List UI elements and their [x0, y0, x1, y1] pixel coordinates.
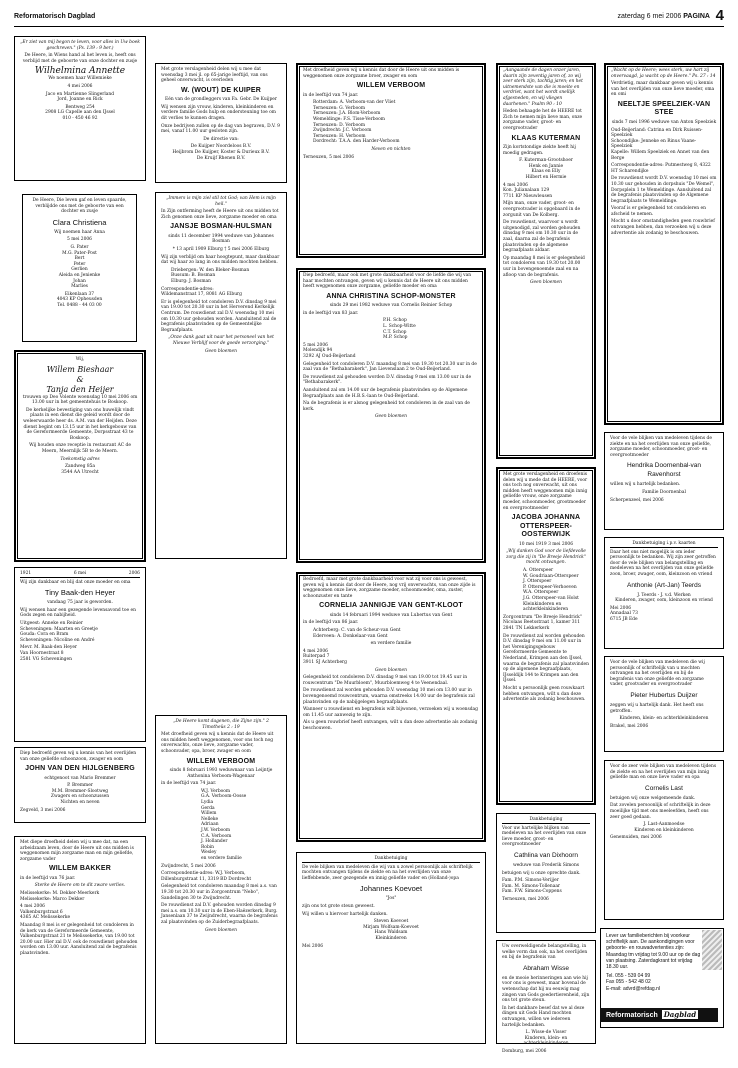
- notice-slingerland-birth: [14, 36, 146, 181]
- notice-name: CORNELIA JANNIGJE VAN GENT-KLOOT: [319, 602, 463, 610]
- notice-sub: Eén van de grondleggers van Fa. Gebr. De Kuijper: [165, 97, 277, 103]
- notice-sub: in de leeftijd van 83 jaar.: [303, 310, 359, 316]
- notice-family: Uitgeest: Anneke en Reinier Scheveningen: Maarten en Greetje Gouda: Cora en Bram Scheveningen: Nicoline en André: [20, 620, 98, 643]
- notice-ravenhorst-thanks: [604, 432, 724, 530]
- notice-text: Onze bedrijven zullen op de dag van begraven, D.V. 9 mei, vanaf 11.00 uur gesloten zijn.: [161, 123, 280, 135]
- notice-footer: Scherpenzeel, mei 2006: [610, 497, 664, 503]
- notice-verboom-family: [155, 715, 287, 1044]
- notice-name: WILLEM VERBOOM: [356, 82, 426, 90]
- notice-family: Kinderen, klein- en achterkleinkinderen: [619, 716, 709, 722]
- notice-kuterman: [496, 63, 596, 459]
- notice-text: Wij willen u hiervoor hartelijk danken.: [302, 911, 388, 917]
- notice-address: Bentweg 254 2908 LG Capelle aan den IJssel 010 - 450 46 92: [45, 104, 115, 121]
- notice-text: trouwen op Deo Volente woensdag 10 mei 2006 om 13.00 uur in het gemeentehuis te Boskoop.: [22, 394, 138, 406]
- notice-bakker: [14, 836, 146, 1044]
- notice-kloot: [296, 572, 486, 842]
- notice-text: Wij wensen haar een gezegende levensavond toe en Gods zegen en nabijheid.: [20, 607, 136, 619]
- notice-text: Vooraf is er gelegenheid tot condoleren en afscheid te nemen.: [611, 206, 706, 217]
- logo-word-1: Reformatorisch: [606, 1012, 658, 1019]
- notice-name: Pieter Hubertus Duijzer: [630, 691, 698, 699]
- notice-sub: "Jos": [385, 896, 397, 902]
- page-header: [14, 7, 724, 27]
- notice-name: ANNA CHRISTINA SCHOP-MONSTER: [326, 292, 456, 300]
- notice-family: L. Wisse-de Visser Kinderen, klein- en achterkleinkinderen: [523, 1030, 569, 1047]
- notice-intro: Met diepe droefheid delen wij u mee dat, na een arbeidzaam leven, door de Heere uit ons midden is weggenomen mijn zorgzame man en mijn geliefde, zorgzame vader: [20, 840, 134, 862]
- notice-family: W.J. Verboom G.A. Verboom-Oosse Lydia Gerda Willem Nelleke Adriaan J.W. Verboom C.A. Verboom J. Hollander Robin Wesley en verdere familie: [201, 788, 247, 861]
- notice-text: Mijn man, onze vader, groot- en overgrootvader is opgebaard in de zorgunit van De Kolberg.: [503, 201, 581, 218]
- notice-address: Eikenlaan 37 4043 KP Opheusden Tel. 0488 - 44 03 00: [56, 291, 103, 308]
- notice-text: zeggen wij u hartelijk dank. Het heeft ons getroffen.: [610, 702, 704, 714]
- notice-text: In het dankbare besef dat we al deze dingen uit Gods Hand mochten ontvangen, willen we iedereen hartelijk bedanken.: [502, 1005, 585, 1028]
- notice-date: 6 mei: [73, 571, 87, 576]
- notice-name: Hendrika Doornenbal-van Ravenhorst: [626, 462, 702, 479]
- notice-family: Fam. P.M. Simons-Verijjer Fam. M. Simons-Tollenaar Fam. F.W. Simons-Coppens: [502, 878, 562, 895]
- notice-name: NEELTJE SPEELZIEK-VAN STEE: [617, 100, 711, 117]
- notice-title: Dankbetuiging: [302, 856, 480, 863]
- notice-family: Oud-Beijerland: Catrina en Dirk Ruissen-Speelziek Schoondijke: Jenneke en Rinus Vaane-Speelziek Kapelle: Willem Speelziek en Annet van den Berge: [611, 127, 710, 161]
- notice-text: Wij houden onze receptie in restaurant AC de Meern, Meernlijk 5B te de Meern.: [29, 443, 131, 454]
- notice-duijzer-thanks: [604, 656, 724, 752]
- notice-dates: * 13 april 1909 Elburg † 5 mei 2006 Elburg: [172, 247, 270, 253]
- notice-sub: sinds 7 mei 1996 weduwe van Anton Speelziek: [611, 119, 717, 125]
- notice-intro: Met grote verslagenheid en droefenis delen wij u mede dat de HEERE, voor ons toch nog onverwacht, uit ons midden heeft weggenomen mijn innig geliefde vrouw, onze zorgzame moeder, schoonmoeder, grootmoeder en overgrootmoeder: [503, 472, 588, 511]
- notice-name: Cathlina van Dixhoorn: [514, 851, 578, 859]
- notice-place: 5 mei 2006 Molendijk 94 3292 AJ Oud-Beijerland: [303, 342, 356, 360]
- notice-name: Wilhelmina Annette: [34, 66, 126, 77]
- notice-title: Dankbetuiging: [502, 817, 590, 824]
- notice-verse: „De Heere komt dagenen, die Zijne zijn." 2 Timotheüs 2 : 19: [173, 719, 269, 730]
- notice-correspondence: Correspondentie-adres: Putmestweg 8, 4322 HT Scharendijke: [611, 163, 711, 174]
- notice-family: Melissekerke: M. Dekker-Meerkerk Melissekerke: Marco Dekker: [20, 891, 100, 902]
- notice-text: De rouwdienst, waarvoor u wordt uitgenodigd, zal worden gehouden dinsdag 9 mei om 10.30 uur in de zaal, daarna zal de begrafenis plaatsvinden op de algemene begraafplaats aldaar.: [503, 220, 581, 254]
- notice-text: Aansluitend zal om 14.00 uur de begrafenis plaatsvinden op de Algemene Begraafplaats aan de H.B.S.-laan te Oud-Beijerland.: [303, 388, 468, 399]
- notice-footer: Geen bloemen: [375, 667, 407, 673]
- notice-footer: Geen bloemen: [375, 414, 407, 420]
- bride-name: Tanja den Heijer: [46, 384, 114, 394]
- notice-text: Als u geen rouwbrief heeft ontvangen, wilt u dan deze advertentie als zodanig beschouwen.: [303, 720, 478, 731]
- notice-text: betuigen wij u onze oprechte dank.: [502, 870, 581, 876]
- notice-sub: in de leeftijd van 74 jaar.: [303, 92, 359, 98]
- notice-text: betuigen wij onze welgemeende dank.: [610, 795, 696, 801]
- notice-footer: Mocht u persoonlijk geen rouwkaart hebben ontvangen, wilt u dan deze advertentie als zodanig beschouwen.: [503, 685, 586, 703]
- notice-intro: Voor de zeer vele blijken van medeleven tijdens de ziekte en na het overlijden van mijn innig geliefde man en onze lieve vader en opa: [610, 764, 717, 781]
- notice-family: Familie Doornenbal: [642, 489, 686, 495]
- notice-place: 4 mei 2006 Valkenburgstraat 6 4365 AC Melissekerke: [20, 904, 71, 921]
- notice-intro: Voor de vele blijken van medeleven die wij persoonlijk of schriftelijk van u mochten ontvangen na het overlijden en bij de begrafenis van onze geliefde en zorgzame vader, grootvader en overgrootvader: [610, 660, 705, 688]
- notice-intro: Voor uw hartelijke blijken van medeleven na het overlijden van onze lieve moeder, groot- en overgrootmoeder: [502, 825, 587, 848]
- notice-verboom: [296, 63, 486, 258]
- notice-dixhoorn-thanks: [496, 813, 596, 933]
- page-number: 4: [715, 7, 724, 24]
- paper-logo: [600, 1008, 718, 1022]
- notice-name: Abraham Wisse: [523, 964, 569, 972]
- header-page-word: PAGINA: [683, 13, 710, 20]
- header-date: zaterdag 6 mei 2006: [617, 13, 682, 20]
- header-date-block: [618, 13, 711, 20]
- notice-verse: Sterke de Heere om te dit zware verlies.: [34, 883, 126, 889]
- notice-text: en de mooie herinneringen aan wie hij voor ons is geweest, maar bovenal de wetenschap dat hij nu eeuwig mag zingen van Gods goedertierenheid, zijn ons tot grote steun.: [502, 975, 590, 1004]
- notice-intro: Voor de vele blijken van medeleven tijdens de ziekte en na het overlijden van onze geliefde, zorgzame moeder, schoonmoeder, groot- en overgrootmoeder: [610, 436, 712, 458]
- notice-name: KLAAS KUTERMAN: [511, 134, 581, 142]
- notice-text: Gelegenheid tot condoleren maandag 8 mei a.s. van 19.30 tot 20.30 uur in Zorgcentrum "Nebo", Sandelingen 30 te Zwijndrecht.: [161, 884, 277, 901]
- ampersand: &: [76, 374, 84, 384]
- notice-place: Mei 2006 Annadaal 73 6715 JB Ede: [610, 605, 638, 622]
- notice-oosterwijk: [496, 467, 596, 805]
- notice-footer: Brakel, mei 2006: [610, 723, 649, 729]
- notice-family: Rotterdam: A. Verboom-van der Vliet Terneuzen: G. Verboom Terneuzen: J.A. Blom-Verboom Wemeldinge: F.S. Tisse-Verboom Terneuzen: D. Verboom Zwijndrecht: J.C. Verboom Terneuzen: H. Verboom Dordrecht: T.A.A. den Harder-Verboom: [313, 100, 400, 145]
- notice-family: J. Teerds - J. v.d. Werken Kinderen, zwager, oom, kleinzoon en vriend: [615, 592, 713, 604]
- notice-sub: in de leeftijd van 76 jaar.: [20, 875, 76, 881]
- notice-text: De rouwdienst zal gehouden worden D.V. dinsdag 9 mei om 13.00 uur in de "Bethabarakerk".: [303, 374, 472, 386]
- notice-intro: Daar het ons niet mogelijk is om ieder persoonlijk te bedanken. Wij zijn zeer getroffen door de vele blijken van belangstelling en medeleven na het overlijden van onze geliefde zoon, broer, zwager, oom, kleinzoon en vriend: [610, 549, 716, 577]
- notice-verse: „Aangaande de dagen onzer jaren, daarin zijn zeventig jaren of, zo wij zeer sterk zijn, tachtig jaren; en het uitnemendste van die is moeite en verdriet, want het wordt snellijk afgesneden, en wij vliegen daarhenen." Psalm 90 : 10: [503, 68, 583, 107]
- notice-place: Zorgcentrum "De Breeje Hendrick" Nicolaas Beetsstraat 1, kamer 311 2841 TN Lekkerkerk: [503, 614, 582, 631]
- notice-kuiper: [155, 63, 287, 183]
- notice-family: A. Otterspeer W. Goudriaan-Otterspeer J. Otterspeer P. Otterspeer-Verhoeven W.A. Otterspeer J.G. Otterspeer-van Holst Kleinkinderen en achterkleinkinderen: [523, 568, 579, 613]
- notice-sub: sinds 29 mei 1982 weduwe van Cornelis Reinier Schop: [329, 303, 453, 309]
- notice-text: zijn ons tot grote steun geweest.: [302, 903, 375, 909]
- notice-sub: Wij noemen haar Anna: [54, 229, 105, 235]
- notice-name: Tiny Baak-den Heyer: [44, 588, 116, 598]
- notice-text: Wij zijn verblijd om haar hoogtepunt, maar dankbaar dat wij haar zo lang in ons midden mochten hebben.: [161, 254, 280, 266]
- notice-footer: Zegveld, 3 mei 2006: [20, 807, 66, 813]
- notice-name: JOHN VAN DEN HIJLGENBERG: [25, 765, 135, 773]
- notice-text: willen wij u hartelijk bedanken.: [610, 482, 681, 488]
- notice-footer: Mei 2006: [302, 943, 324, 949]
- notice-last-thanks: [604, 760, 724, 920]
- ad-photo: [702, 930, 722, 970]
- notice-sub: echtgenoot van Mario Bremmer: [44, 775, 116, 781]
- notice-sub: sinds 11 december 1994 weduwe van Johannes Bosman: [168, 233, 274, 245]
- notice-place: 4 mei 2006 Ruiterpad 7 3911 SJ Achterberg: [303, 648, 347, 666]
- notice-intro: Met grote verslagenheid delen wij u mee dat woensdag 3 mei jl. op 65-jarige leeftijd, van ons geheel onverwacht, is overleden: [161, 67, 268, 84]
- notice-intro: Uw overweldigende belangstelling, in welke vorm dan ook, na het overlijden en bij de begrafenis van: [502, 944, 588, 961]
- notice-text: Op maandag 8 mei is er gelegenheid tot condoleren van 19.30 tot 20.00 uur in bovengenoemde zaal en na afloop van de begrafenis.: [503, 255, 585, 278]
- notice-title: Dankbetuiging i.p.v. kaarten: [610, 541, 718, 548]
- notice-sub: in de leeftijd van 86 jaar.: [303, 620, 359, 626]
- notice-footer: Geen bloemen: [530, 280, 562, 286]
- notice-wisse-thanks: [496, 940, 596, 1054]
- notice-name: JACOBA JOHANNA OTTERSPEER-OOSTERWIJK: [511, 514, 581, 539]
- notice-correspondence: Correspondentie-adres: W.J. Verboom, Dillenburgstraat 11, 3319 BD Dordrecht: [161, 871, 252, 882]
- logo-word-2: Dagblad: [663, 1010, 697, 1019]
- notice-intro: De Heere, Die leven gaf en leven spaarde, verblijdde ons met de geboorte van een dochter en zusje: [32, 198, 127, 215]
- notice-family: P.H. Schop L. Schop-Witte C.T. Schop M.P. Schop: [383, 318, 416, 341]
- notice-sub: Zijn kortstondige ziekte heeft hij moedig gedragen.: [503, 145, 576, 156]
- groom-name: Willem Bieshaar: [46, 364, 114, 374]
- notice-intro: Verdrietig, maar dankbaar geven wij u kennis van het overlijden van onze lieve moeder, oma en omi: [611, 81, 715, 98]
- notice-name: JANSJE BOSMAN-HULSMAN: [170, 223, 272, 231]
- notice-text: De kerkelijke bevestiging van ons huwelijk vindt plaats in een dienst die geleid wordt door de weleerwaarde heer ds. A.M. van der Heijden. Deze dienst begint om 13.15 uur in het kerkgebouw van de Gereformeerde Gemeente, Dorpsstraat 43 te Boskoop.: [23, 407, 137, 441]
- notice-intro: Diep bedroefd geven wij u kennis van het overlijden van onze geliefde schoonzoon, zwager en oom: [20, 751, 137, 762]
- notice-text: De rouwdienst zal worden gehouden D.V. woensdag 10 mei om 13.00 uur in bovengenoemd rouwcentrum, waarna omstreeks 14.00 uur de begrafenis zal plaatsvinden op de nabijgelegen begraafplaats.: [303, 688, 475, 705]
- notice-sign: De directie van:: [203, 136, 239, 142]
- notice-wedding: [14, 350, 146, 562]
- notice-text: Neven en nichten: [371, 147, 411, 153]
- notice-dates: 10 mei 1919 3 mei 2006: [518, 541, 574, 547]
- notice-bosman: [155, 192, 287, 559]
- notice-family: Achterberg: C. van de Scheur-van Gent Ederveen: A. Donkelaar-van Gent: [313, 628, 401, 639]
- notice-verse: „Wij danken God voor de liefdevolle zorg die zij in "De Breeje Hendrick" mocht ontvangen.: [506, 549, 586, 566]
- notice-family: Driebergen: W. den Bleker-Bosman Bussum: B. Bosman Elburg: J. Bosman: [171, 267, 250, 285]
- notice-text: Maandag 8 mei is er gelegenheid tot condoleren in de kerk van de Gereformeerde Gemeente, Valkenburgstraat 21 te Melissekerke, van 19.00 tot 20.00 uur. Hier zal D.V. ook de rouwdienst gehouden worden om 13.00 uur. Aansluitend zal de begrafenis plaatsvinden.: [20, 923, 138, 956]
- notice-intro: Diep bedroefd, maar ook met grote dankbaarheid voor de liefde die wij van haar mochten ontvangen, geven wij u kennis dat de Heere uit ons midden heeft weggenomen onze zorgzame, geliefde moeder en oma: [303, 273, 472, 290]
- notice-pater-birth: [22, 194, 137, 342]
- notice-text: Gelegenheid tot condoleren D.V. maandag 8 mei van 19.30 tot 20.30 uur in de zaal van de "Bethabarakerk", Jan Lievenslaan 2 te Oud-Beijerland.: [303, 361, 477, 373]
- notice-place: Zwijndrecht, 5 mei 2006: [161, 863, 216, 869]
- notice-koevoet-thanks: [296, 852, 486, 1044]
- notice-address-label: Toekomstig adres: [60, 456, 100, 462]
- notice-text: Gelegenheid tot condoleren D.V. dinsdag 9 mei van 19.00 tot 19.45 uur in rouwcentrum "De Muurbloem", Muurbloemweg 4 te Veenendaal.: [303, 675, 468, 686]
- notice-name: Anthonie (Art-Jan) Teerds: [627, 581, 701, 589]
- notice-date: 4 mei 2006: [67, 83, 93, 89]
- notice-family: F. Kuterman-Grootshoer Henk en Jannie Klaas en Elly Hilbert en Hermie: [519, 158, 573, 180]
- notice-family: J. Last-Aanmoedse Kinderen en kleinkinderen: [634, 822, 694, 833]
- notice-schop: [296, 268, 486, 563]
- notice-text: De rouwdienst zal worden gehouden D.V. dinsdag 9 mei om 11.00 uur in het Verenigingsgebouw Gereformeerde Gemeente te Nederland, Krimpen aan den IJssel, waarna de begrafenis zal plaatsvinden op de algemene begraafplaats, IJsseldijk 144 te Krimpen aan den IJssel.: [503, 633, 589, 684]
- notice-intro: De Heere, in Wiens hand al het leven is, heeft ons verblijd met de geboorte van onze dochter en zusje: [22, 53, 138, 64]
- notice-text: Wanneer u rouwdienst en begrafenis wilt bijwonen, verzoeken wij u woensdag om 11.45 uur aanwezig te zijn.: [303, 707, 478, 718]
- notice-correspondence: Correspondentie-adres: Wildemanstraat 17, 8081 AG Elburg: [161, 286, 242, 298]
- notice-text: en verdere familie: [370, 641, 412, 647]
- notice-address: Mevr. M. Baak-den Heyer Van Hoornestraat 8 2581 VG Scheveningen: [20, 645, 78, 662]
- notice-sub: vandaag 75 jaar is geworden.: [47, 600, 113, 606]
- paper-name: Reformatorisch Dagblad: [14, 13, 96, 20]
- notice-sub: sinds 8 februari 1993 weduwnaar van Leijntje Anthonina Verboom-Wagenaar: [169, 768, 273, 779]
- notice-footer: Terneuzen, 5 mei 2006: [303, 154, 354, 160]
- notice-sub: weduwe van Frederik Simons: [512, 862, 580, 868]
- notice-parents: Jaco en Martienne Slingerland Jord, Joanne en Rick: [45, 91, 115, 103]
- notice-intro: Met droefheid geven wij u kennis dat de Heere uit ons midden heeft weggenomen, voor ons toch nog onverwachts, onze lieve, zorgzame vader, schoonvader, opa, broer, zwager en oom: [161, 732, 274, 754]
- notice-place: 4 mei 2006 Kon. Julianalaan 129 7711 KP Nieuwleusen: [503, 182, 553, 199]
- notice-year-from: 1921: [20, 571, 32, 576]
- ad-contact: Tel. 055 - 539 04 99 Fax 055 - 542 48 02 E-mail: advrd@refdag.nl: [606, 973, 660, 992]
- notice-speelziek: [604, 63, 724, 425]
- notice-family: Steven Koevoet Mirjam Wolfsam-Koevoet Hans Waldsam Kleinkinderen: [363, 919, 419, 941]
- notice-dates-row: [20, 571, 140, 578]
- notice-text: Dat zovelen persoonlijk of schriftelijk in deze moeilijke tijd met ons meeleefden, heeft ons zeer goed gedaan.: [610, 803, 711, 820]
- notice-name: WILLEM BAKKER: [48, 865, 112, 873]
- notice-year-to: 2006: [128, 571, 140, 576]
- notice-footer: Domburg, mei 2006: [502, 1048, 547, 1054]
- ad-info-text: Lever uw familieberichten bij voorkeur schriftelijk aan. De aankondigingen voor geboorte- en rouwadvertenties zijn: Maandag tm vrijdag tot 9.00 uur op de dag van plaatsing. Zaterdagkrant tot vrijdag 18.30 uur.: [606, 933, 701, 971]
- notice-verse: „Immers is mijn ziel stil tot God; van Hem is mijn heil.": [166, 196, 276, 207]
- notice-name: WILLEM VERBOOM: [186, 757, 256, 765]
- notice-hijlgenberg: [14, 747, 146, 823]
- notice-text: De rouwdienst wordt D.V. woensdag 10 mei om 10.30 uur gehouden in dorpshuis "De Wemel", Dorpsplein 1 te Wemeldinge. Aansluitend zal de begrafenis plaatsvinden op de Algemene begraafplaats te Wemeldinge.: [611, 176, 717, 204]
- notice-date: 5 mei 2006: [67, 237, 92, 243]
- notice-verse: „Er ziet van mij begon te leven, voor alles in Uw boek geschreven." (Ps. 139 : 9 ber.): [20, 40, 140, 51]
- notice-name: W. (WOUT) DE KUIPER: [180, 86, 262, 94]
- notice-intro: Bedroefd, maar met grote dankbaarheid voor wat zij voor ons is geweest, geven wij u kennis dat door de Heere, nog vrij onverwachts, van onze zijde is weggenomen onze lieve, zorgzame moeder, schoonmoeder, oma, zuster, schoonzuster en tante: [303, 577, 476, 599]
- notice-intro: Heden behaagde het de HEERE tot Zich te nemen mijn lieve man, onze zorgzame vader, groot- en overgrootvader: [503, 109, 583, 131]
- notice-text: De rouwdienst zal D.V. gehouden worden dinsdag 9 mei a.s. om 10.30 uur in de Eben-Haëzerkerk, Burg. Jansenlaan 37 te Zwijndrecht, waarna de begrafenis zal plaatsvinden op de Zuiderbegraafplaats.: [161, 903, 278, 925]
- notice-footer: Geen bloemen: [205, 348, 237, 354]
- notice-name: Cornelis Last: [645, 784, 683, 792]
- notice-intro: De vele blijken van medeleven die wij van u zowel persoonlijk als schriftelijk mochten ontvangen tijdens de ziekte en na het overlijden van onze lieffebbende, zeer gezegende en innig geliefde vader en (Holland-)opa: [302, 864, 473, 881]
- notice-intro: Wij zijn dankbaar en blij dat onze moeder en oma: [20, 579, 131, 585]
- notice-sub: in de leeftijd van 74 jaar.: [161, 781, 217, 787]
- notice-baak-birthday: [14, 567, 146, 742]
- notice-footer: Terneuzen, mei 2006: [502, 896, 549, 902]
- notice-text: Er is gelegenheid tot condoleren D.V. dinsdag 9 mei van 19.00 tot 20.30 uur in het Herverend Kerkelijk Centrum. De rouwdienst zal D.V. woensdag 10 mei om 10.30 uur gehouden worden. Aansluitend zal de begrafenis plaatsvinden op de Gemeentelijke Begraafplaats.: [161, 299, 277, 333]
- notice-verse: „Wacht op de Heere; wees sterk, uw hart zij onvervaagd, ja wacht op de Heere." Ps. 27 : 14: [611, 68, 716, 79]
- notice-text: Na de begrafenis is er alsnog gelegenheid tot condoleren in de zaal van de kerk.: [303, 401, 470, 412]
- notice-footer: Geen bloemen: [205, 927, 237, 933]
- notice-thanks: „Onze dank gaat uit naar het personeel van het Nieuwe Verblijf voor de goede verzorging.": [168, 335, 274, 346]
- notice-intro: Met droefheid geven wij u kennis dat door de Heere uit ons midden is weggenomen onze zorgzame broer, zwager en oom: [303, 68, 460, 79]
- notice-name: Clara Christiena: [52, 217, 107, 227]
- notice-intro: Wij,: [75, 357, 85, 362]
- notice-sub: We noemen haar Willemieke: [48, 76, 112, 82]
- notice-text: Mocht u door omstandigheden geen rouwbrief ontvangen hebben, dan verzoeken wij u deze advertentie als zodanig te beschouwen.: [611, 219, 715, 236]
- notice-family: G. Pater M.G. Pater-Post Bert Peter Gerlien Aleida en Jenienke Johan Marlies: [58, 244, 101, 290]
- notice-sub: sinds 14 februari 1994 weduwe van Lubertus van Gent: [329, 612, 453, 618]
- notice-intro: In Zijn ontferming heeft de Heere uit ons midden tot Zich genomen onze lieve, zorgzame moeder en oma: [161, 209, 279, 220]
- notice-footer: Genemuiden, mei 2006: [610, 835, 662, 841]
- notice-family: P. Bremmer M.M. Bremmer-Slootweg Zwagers en schoonzussen Nichten en neven: [50, 783, 110, 806]
- notice-name: Johannes Koevoet: [359, 884, 423, 894]
- notice-text: Wij wensen zijn vrouw, kinderen, kleinkinderen en verdere familie Gods hulp en ondersteuning toe om dit verlies te kunnen dragen.: [161, 104, 276, 122]
- notice-address: Zandweg 85a 3544 AA Utrecht: [61, 464, 99, 475]
- notice-teerds-thanks: [604, 537, 724, 649]
- notice-companies: De Kuijper Noordeloos B.V. Heijbrom De Kuijper, Koster & Durieux B.V. De Kruijf Rhenen B.V.: [172, 144, 270, 161]
